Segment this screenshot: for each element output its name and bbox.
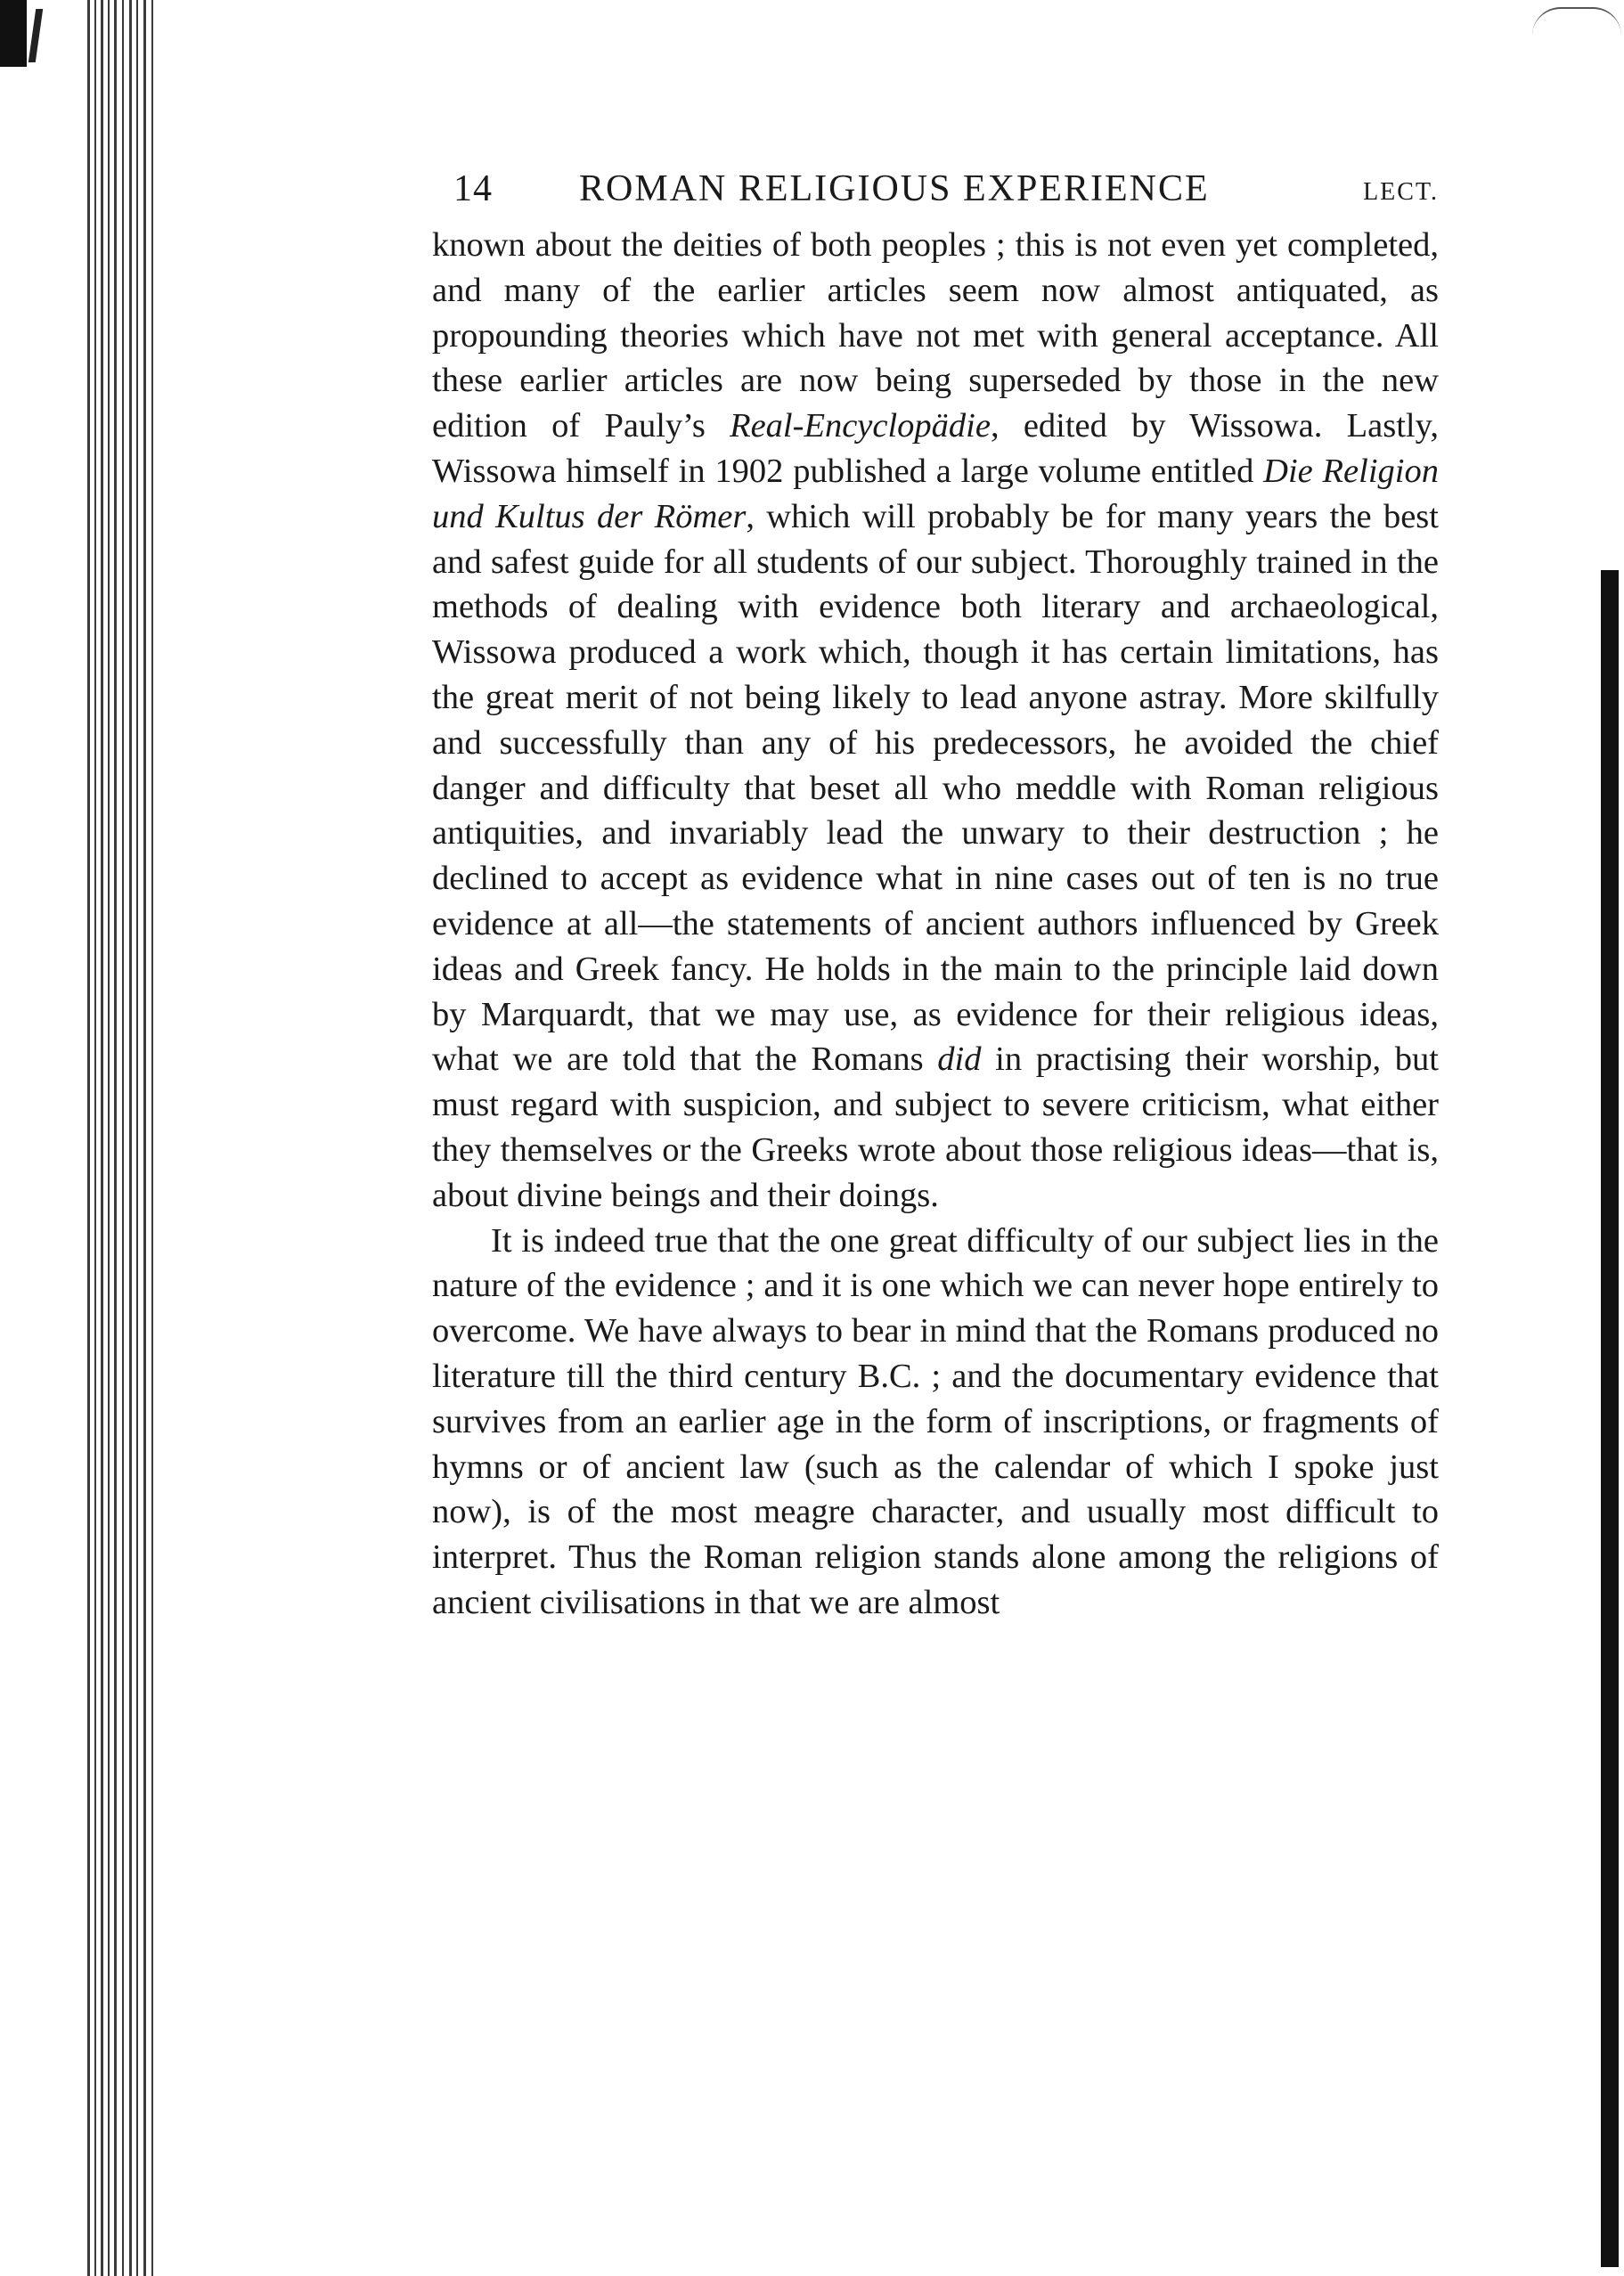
book-page	[432, 160, 1439, 1626]
gutter-line	[101, 0, 103, 2276]
section-label: LECT.	[1363, 178, 1439, 206]
italic-text: did	[937, 1040, 982, 1079]
page-number: 14	[453, 168, 493, 209]
text-run: ; and the documentary evidence that survives from an earlier age in the form of inscriptions, or fragments of hymns or of ancient law (such as the calendar of which I spoke just now), is of the most meagre character, and usually most difficult to interpret. Thus the Roman religion stands alone among the religions of ancient civilisations in that we are almost	[432, 1357, 1440, 1621]
text-run: in practising their worship, but must regard with suspicion, and subject to severe criticism, what either they themselves or the Greeks wrote about those religious ideas—that is, about divine beings and their doings.	[432, 1040, 1439, 1214]
scan-edge-mark	[1532, 7, 1621, 36]
scan-edge-bar	[1601, 570, 1619, 2267]
italic-text: Die Religion und Kultus der Römer	[432, 452, 1439, 535]
binding-gutter	[0, 0, 169, 2276]
text-run: It is indeed true that the one great difficulty of our subject lies in the nature of the evidence ; and it is one which we can never hope entirely to overcome. We have always to bear in mind that the Romans produced no literature till the third century	[432, 1221, 1439, 1395]
gutter-line	[129, 0, 132, 2276]
paragraph	[432, 223, 1439, 1219]
gutter-line	[136, 0, 138, 2276]
text-run: , which will probably be for many years the best and safest guide for all students of our subject. Thoroughly trained in the methods of dealing with evidence both literary and archaeological, Wissowa produced a work which, though it has certain limitations, has the great merit of not being likely to lead anyone astray. More skilfully and successfully than any of his predecessors, he avoided the chief danger and difficulty that beset all who meddle with Roman religious antiquities, and invariably lead the unwary to their destruction ; he declined to accept as evidence what in nine cases out of ten is no true evidence at all—the statements of ancient authors influenced by Greek ideas and Greek fancy. He holds in the main to the principle laid down by Marquardt, that we may use, as evidence for their religious ideas, what we are told that the Romans	[432, 497, 1439, 1079]
running-header	[432, 160, 1439, 223]
scan-corner-mark	[0, 0, 27, 67]
running-title: ROMAN RELIGIOUS EXPERIENCE	[579, 168, 1210, 209]
text-run: known about the deities of both peoples ; this is not even yet completed, and many of the earlier articles seem now almost antiquated, as propounding theories which have not met with general acceptance. All these earlier articles are now being superseded by those in the new edition of Pauly’s	[432, 226, 1439, 445]
text-run: , edited by Wissowa. Lastly, Wissowa himself in 1902 published a large volume entitled	[432, 407, 1439, 490]
body-text	[432, 223, 1439, 1626]
small-caps-text: B.C.	[857, 1357, 921, 1395]
gutter-line	[114, 0, 117, 2276]
paragraph	[432, 1219, 1439, 1626]
gutter-line	[122, 0, 124, 2276]
gutter-line	[94, 0, 96, 2276]
gutter-line	[108, 0, 110, 2276]
gutter-line	[151, 0, 153, 2276]
gutter-line	[143, 0, 146, 2276]
italic-text: Real-Encyclopädie	[730, 407, 991, 445]
gutter-line	[87, 0, 90, 2276]
